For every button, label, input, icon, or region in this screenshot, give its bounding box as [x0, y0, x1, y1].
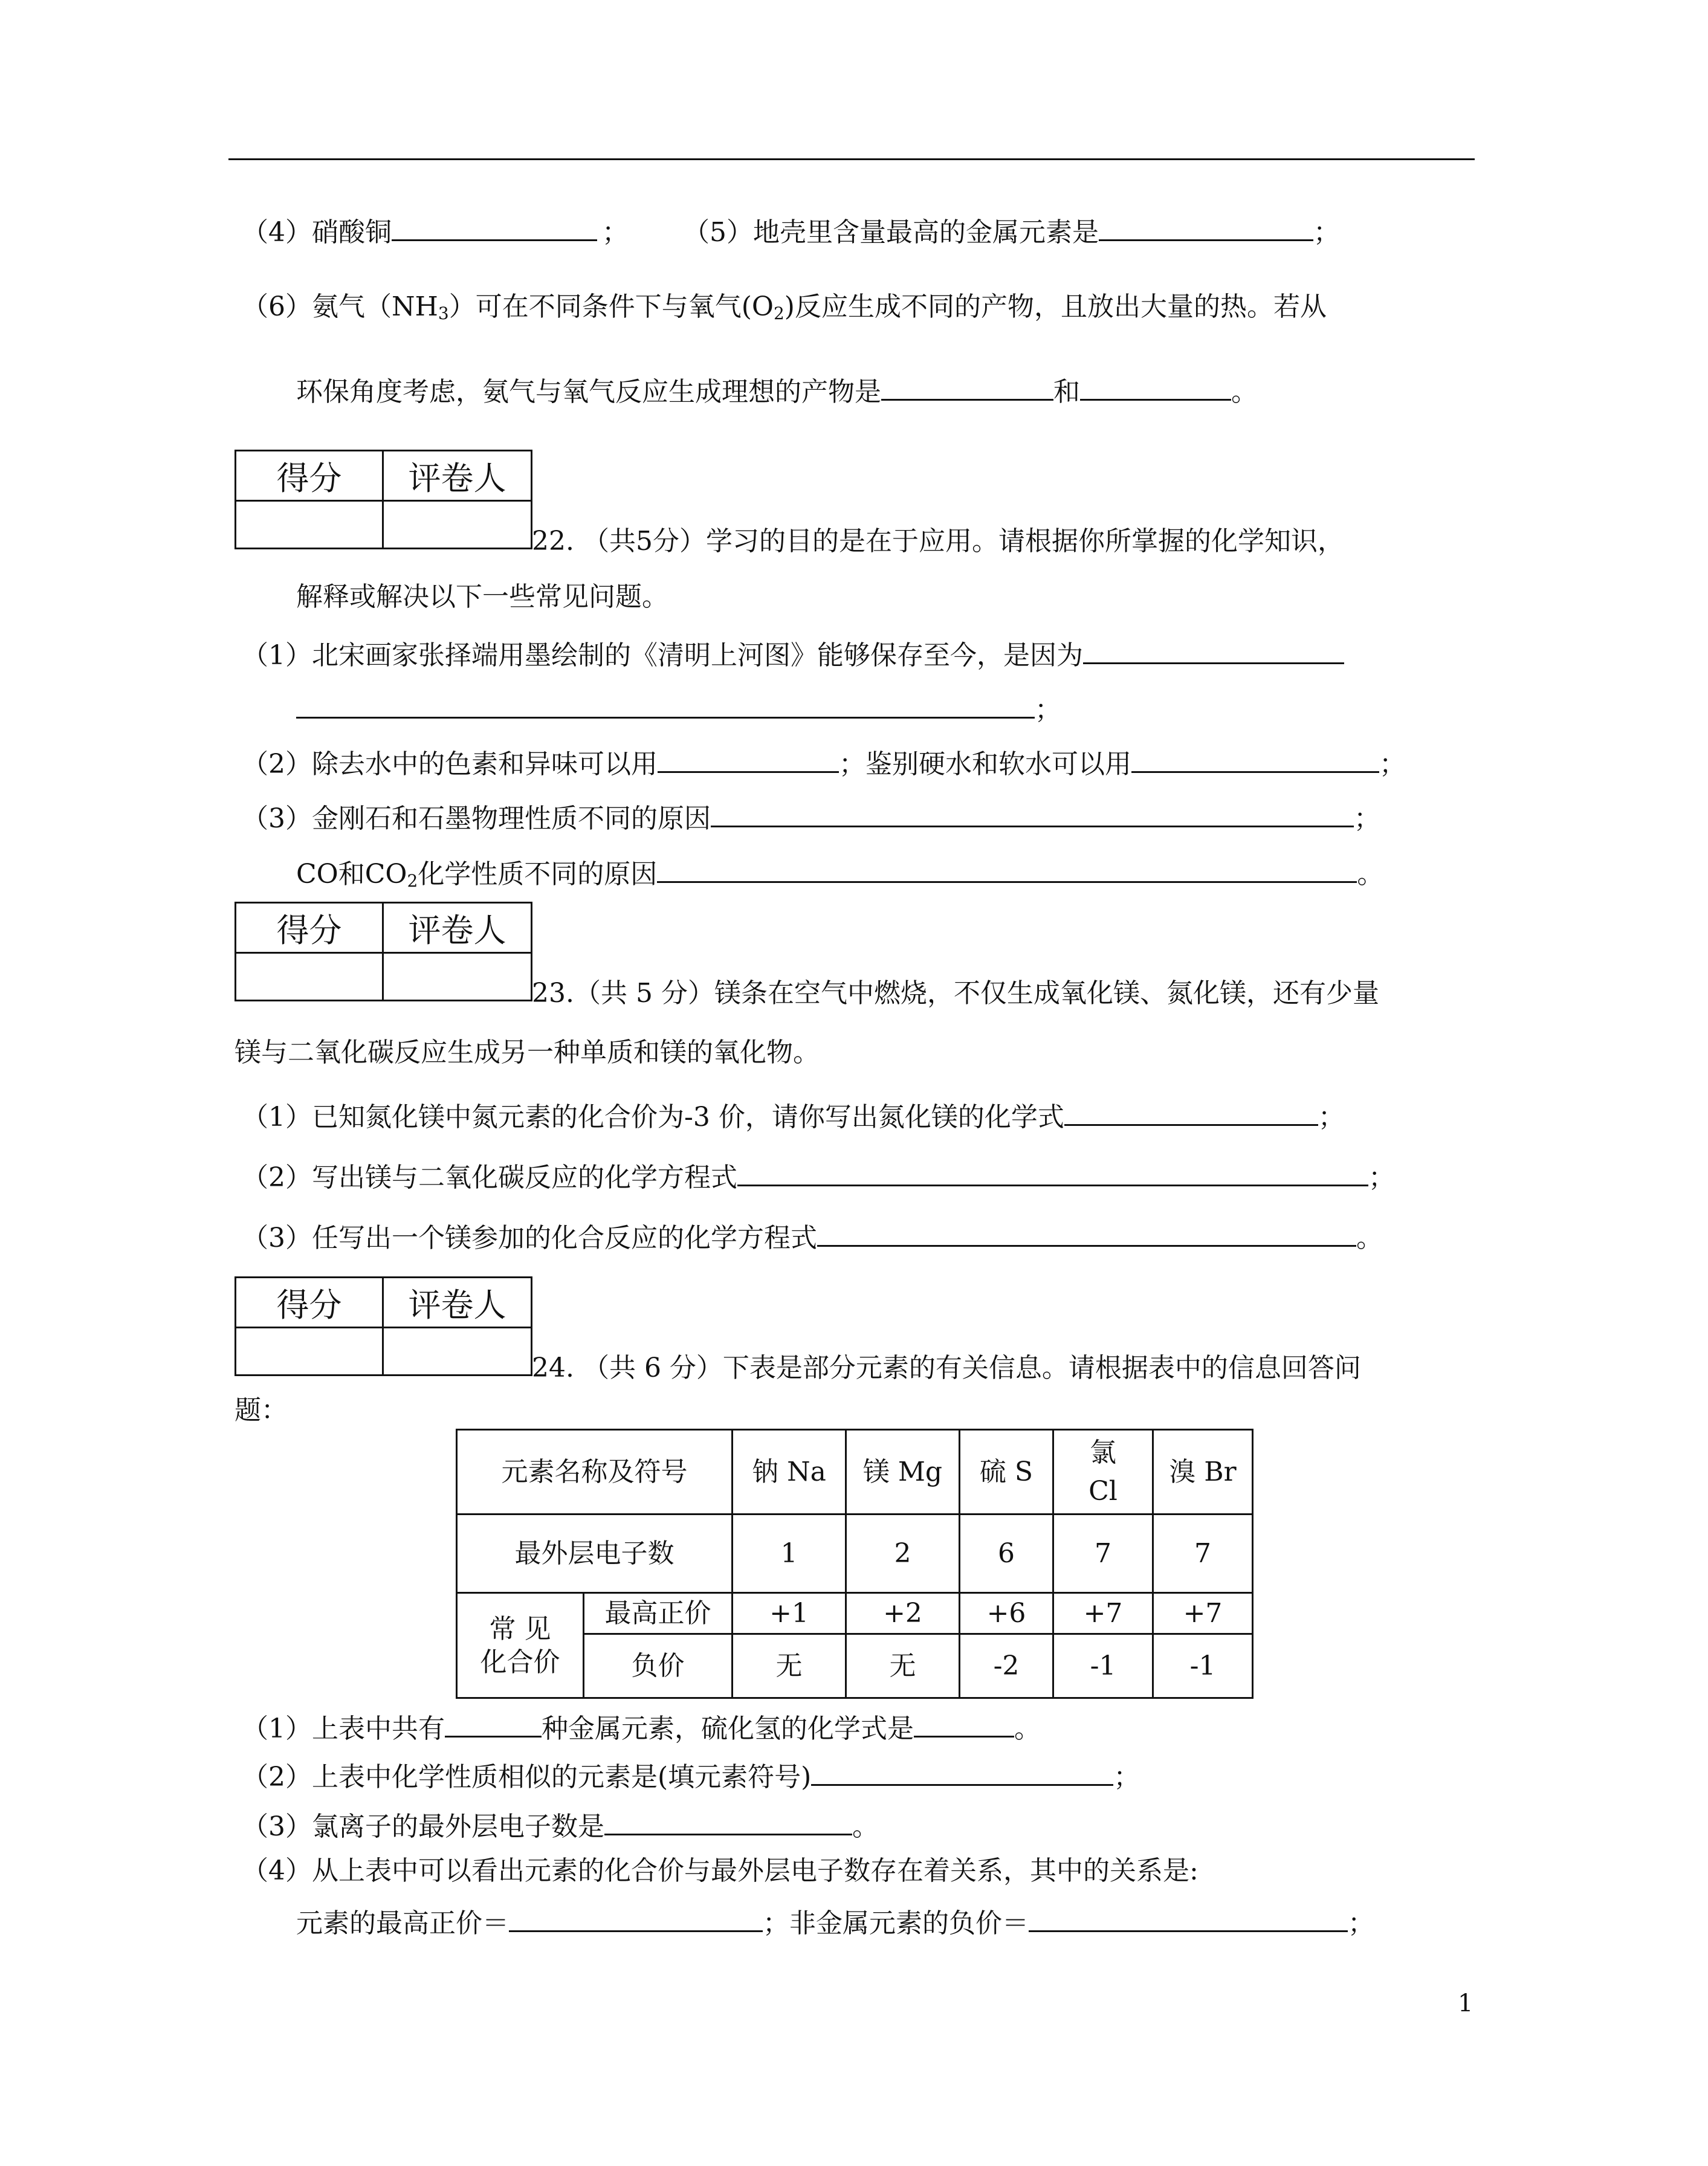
- answer-blank[interactable]: [392, 215, 597, 241]
- grader-field[interactable]: [384, 954, 531, 1000]
- value-cell: 6: [960, 1515, 1053, 1593]
- answer-blank[interactable]: [445, 1712, 542, 1738]
- q24-title: 24. （共 6 分）下表是部分元素的有关信息。请根据表中的信息回答问: [532, 1353, 1361, 1383]
- q22-title: 22. （共5分）学习的目的是在于应用。请根据你所掌握的化学知识，: [532, 526, 1344, 557]
- answer-blank[interactable]: [811, 1760, 1113, 1786]
- header-rule: [228, 158, 1475, 160]
- answer-blank[interactable]: [1083, 638, 1344, 664]
- answer-blank[interactable]: [881, 375, 1053, 401]
- q24-item1: （1）上表中共有 种金属元素，硫化氢的化学式是 。: [242, 1712, 1041, 1742]
- element-cl-symbol: Cl: [1089, 1475, 1118, 1507]
- q24-item4-line2: 元素的最高正价＝ ；非金属元素的负价＝ ；: [296, 1906, 1374, 1937]
- q24-item2: （2）上表中化学性质相似的元素是(填元素符号) ；: [242, 1760, 1140, 1791]
- grader-label: 评卷人: [384, 1278, 531, 1328]
- value-cell: +1: [733, 1593, 846, 1634]
- q21-item6: （6）氨气$(NH_3)$可在不同条件下与氧气$(O_2)$反应生成不同的产物，且放出大量的热。若从: [242, 291, 1327, 323]
- table-row: [457, 1430, 1253, 1515]
- grader-label: 评卷人: [384, 904, 531, 954]
- grader-field[interactable]: [384, 1328, 531, 1374]
- answer-blank[interactable]: [914, 1712, 1014, 1738]
- q23-title: 23.（共 5 分）镁条在空气中燃烧，不仅生成氧化镁、氮化镁，还有少量: [532, 978, 1379, 1009]
- answer-blank[interactable]: [1029, 1906, 1348, 1932]
- q22-item1-line2: ；: [296, 693, 1061, 723]
- q24-item3: （3）氯离子的最外层电子数是 。: [242, 1809, 879, 1840]
- row-label-cell: 最外层电子数: [457, 1515, 733, 1593]
- value-cell: -1: [1153, 1634, 1253, 1698]
- score-box: [235, 1276, 532, 1376]
- value-cell: 7: [1153, 1515, 1253, 1593]
- group-label-line1: 常 见: [489, 1613, 551, 1644]
- score-label: 得分: [236, 904, 384, 954]
- q21-item5: （5）地壳里含量最高的金属元素是 ；: [683, 215, 1340, 246]
- score-label: 得分: [236, 1278, 384, 1328]
- value-cell: -1: [1053, 1634, 1153, 1698]
- element-cl-label: 氯: [1090, 1437, 1116, 1468]
- q24-item4: （4）从上表中可以看出元素的化合价与最外层电子数存在着关系，其中的关系是:: [242, 1855, 1199, 1886]
- value-cell: 无: [733, 1634, 846, 1698]
- q21-item4: （4）硝酸铜 ；: [242, 215, 629, 246]
- answer-blank[interactable]: [658, 747, 839, 773]
- group-label-cell: [457, 1593, 584, 1698]
- q22-item1: （1）北宋画家张择端用墨绘制的《清明上河图》能够保存至今，是因为: [242, 638, 1344, 669]
- answer-blank[interactable]: [817, 1221, 1356, 1247]
- element-info-table: [456, 1429, 1254, 1699]
- q23-item3: （3）任写出一个镁参加的化合反应的化学方程式 。: [242, 1221, 1383, 1252]
- header-label-cell: 元素名称及符号: [457, 1430, 733, 1515]
- q24-title-cont: 题：: [235, 1395, 288, 1426]
- score-label: 得分: [236, 451, 384, 502]
- q23-title-cont: 镁与二氧化碳反应生成另一种单质和镁的氧化物。: [235, 1037, 820, 1068]
- value-cell: +7: [1153, 1593, 1253, 1634]
- grader-label: 评卷人: [384, 451, 531, 502]
- answer-blank[interactable]: [711, 801, 1354, 827]
- answer-blank[interactable]: [1099, 215, 1313, 241]
- value-cell: +6: [960, 1593, 1053, 1634]
- table-row: [457, 1515, 1253, 1593]
- value-cell: 7: [1053, 1515, 1153, 1593]
- value-cell: -2: [960, 1634, 1053, 1698]
- row-label-cell: 负价: [584, 1634, 733, 1698]
- page-number: 1: [1458, 1990, 1473, 2017]
- group-label-line2: 化合价: [480, 1646, 560, 1678]
- table-row: [457, 1593, 1253, 1634]
- answer-blank[interactable]: [1080, 375, 1231, 401]
- q22-item3-line2: CO和$CO_2$化学性质不同的原因 。: [296, 857, 1383, 888]
- value-cell: +2: [846, 1593, 960, 1634]
- score-box: [235, 450, 532, 549]
- answer-blank[interactable]: [657, 857, 1357, 883]
- answer-blank[interactable]: [737, 1160, 1368, 1186]
- element-cell: 溴 Br: [1153, 1430, 1253, 1515]
- element-cell: 镁 Mg: [846, 1430, 960, 1515]
- q22-title-cont: 解释或解决以下一些常见问题。: [296, 581, 668, 612]
- answer-blank[interactable]: [1131, 747, 1379, 773]
- score-field[interactable]: [236, 1328, 384, 1374]
- answer-blank[interactable]: [1064, 1100, 1318, 1126]
- q22-item2: （2）除去水中的色素和异味可以用 ；鉴别硬水和软水可以用 ；: [242, 747, 1406, 778]
- grader-field[interactable]: [384, 502, 531, 548]
- score-field[interactable]: [236, 502, 384, 548]
- q22-item3: （3）金刚石和石墨物理性质不同的原因 ；: [242, 801, 1380, 832]
- q23-item2: （2）写出镁与二氧化碳反应的化学方程式 ；: [242, 1160, 1395, 1191]
- value-cell: +7: [1053, 1593, 1153, 1634]
- q23-item1: （1）已知氮化镁中氮元素的化合价为-3 价，请你写出氮化镁的化学式 ；: [242, 1100, 1345, 1131]
- score-field[interactable]: [236, 954, 384, 1000]
- value-cell: 2: [846, 1515, 960, 1593]
- answer-blank[interactable]: [296, 693, 1035, 719]
- value-cell: 无: [846, 1634, 960, 1698]
- row-label-cell: 最高正价: [584, 1593, 733, 1634]
- value-cell: 1: [733, 1515, 846, 1593]
- element-cell: 钠 Na: [733, 1430, 846, 1515]
- q21-item6-line2: 环保角度考虑，氨气与氧气反应生成理想的产物是 和 。: [296, 375, 1258, 406]
- element-cell: 硫 S: [960, 1430, 1053, 1515]
- answer-blank[interactable]: [509, 1906, 763, 1932]
- score-box: [235, 902, 532, 1001]
- element-cell: [1053, 1430, 1153, 1515]
- answer-blank[interactable]: [604, 1809, 852, 1835]
